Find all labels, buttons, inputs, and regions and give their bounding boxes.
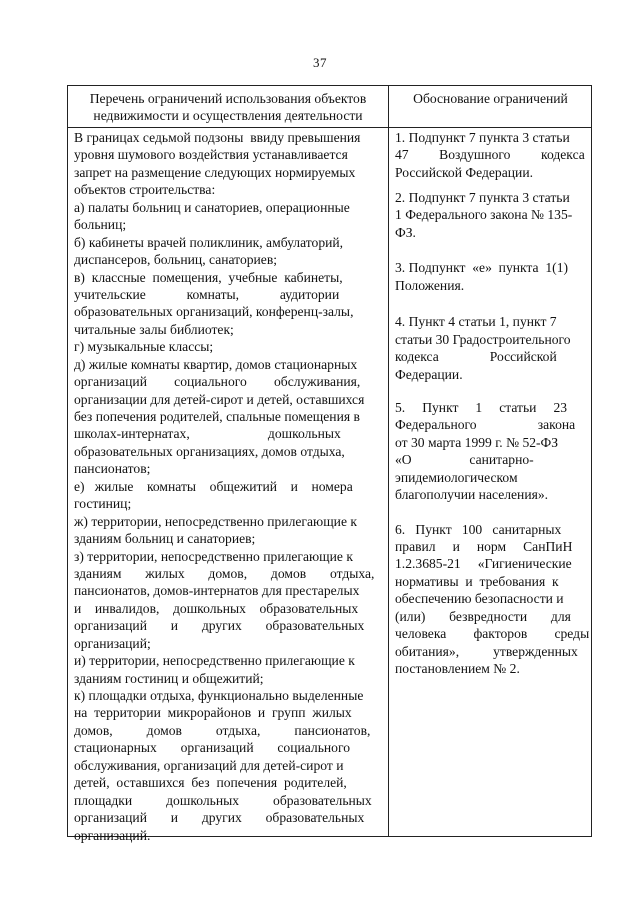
text-line: Федерального закона: [395, 417, 576, 433]
text-line: организаций;: [74, 635, 151, 651]
justification-item-6: [395, 521, 590, 678]
text-line: обслуживания, организаций для детей-сирот и: [74, 757, 344, 773]
text-line: запрет на размещение следующих нормируемых: [74, 164, 356, 180]
text-line: Федерации.: [395, 366, 463, 382]
text-line: е) жилые комнаты общежитий и номера: [74, 478, 353, 494]
column-divider: [388, 86, 389, 836]
justification-item-2: [395, 189, 586, 241]
text-line: организаций и других образовательных: [74, 810, 365, 826]
text-line: г) музыкальные классы;: [74, 339, 214, 355]
text-line: кодекса Российской: [395, 349, 557, 365]
text-line: читальные залы библиотек;: [74, 321, 234, 337]
text-line: больниц;: [74, 217, 127, 233]
text-line: 6. Пункт 100 санитарных: [395, 521, 562, 537]
text-line: уровня шумового воздействия устанавливается: [74, 147, 348, 163]
text-line: зданиям жилых домов, домов отдыха,: [74, 565, 375, 581]
text-line: без попечения родителей, спальные помещения в: [74, 409, 360, 424]
text-line: 4. Пункт 4 статьи 1, пункт 7: [395, 314, 557, 330]
text-line: гостиниц;: [74, 496, 132, 512]
text-line: «О санитарно-: [395, 452, 534, 468]
text-line: ФЗ.: [395, 224, 416, 240]
text-line: образовательных организаций, конференц-залы,: [74, 304, 354, 320]
text-line: школах-интернатах, дошкольных: [74, 426, 341, 442]
text-line: учительские комнаты, аудитории: [74, 286, 340, 302]
justification-cell: [395, 129, 590, 678]
text-line: и инвалидов, дошкольных образовательных: [74, 600, 359, 616]
text-line: 3. Подпункт «е» пункта 1(1): [395, 260, 569, 276]
text-line: б) кабинеты врачей поликлиник, амбулаторий,: [74, 234, 344, 250]
text-line: 1.2.3685-21 «Гигиенические: [395, 556, 572, 572]
text-line: правил и норм СанПиН: [395, 539, 573, 554]
text-line: объектов строительства:: [74, 182, 216, 198]
text-line: и) территории, непосредственно прилегающие к: [74, 653, 355, 669]
text-line: к) площадки отдыха, функционально выделенные: [74, 688, 364, 703]
restrictions-table: [67, 85, 592, 843]
text-line: 5. Пункт 1 статьи 23: [395, 399, 568, 415]
text-line: Положения.: [395, 277, 465, 293]
text-line: 47 Воздушного кодекса: [395, 147, 585, 163]
text-line: обеспечению безопасности и: [395, 591, 564, 607]
text-line: ж) территории, непосредственно прилегающие к: [74, 513, 357, 529]
text-line: зданиям больниц и санаториев;: [74, 531, 256, 547]
justification-item-3: [395, 259, 586, 294]
header-left-line: Перечень ограничений использования объектов: [89, 91, 367, 106]
text-line: на территории микрорайонов и групп жилых: [74, 705, 352, 721]
text-line: пансионатов;: [74, 461, 151, 477]
text-line: 1. Подпункт 7 пункта 3 статьи: [395, 130, 570, 145]
text-line: человека факторов среды: [395, 626, 590, 642]
text-line: постановлением № 2.: [395, 661, 520, 677]
text-line: стационарных организаций социального: [74, 740, 351, 756]
text-line: благополучии населения».: [395, 487, 549, 503]
text-line: пансионатов, домов-интернатов для престарелых: [74, 583, 360, 599]
text-line: нормативы и требования к: [395, 573, 559, 589]
restrictions-cell: [74, 129, 382, 844]
text-line: детей, оставшихся без попечения родителей,: [74, 775, 347, 791]
justification-item-5: [395, 399, 586, 504]
text-line: организаций.: [74, 827, 151, 843]
table-header-row: [68, 86, 591, 128]
text-line: организаций и других образовательных: [74, 618, 365, 634]
text-line: а) палаты больниц и санаториев, операционные: [74, 199, 350, 215]
text-line: организаций социального обслуживания,: [74, 374, 361, 390]
page-number: 37: [313, 55, 327, 70]
text-line: статьи 30 Градостроительного: [395, 331, 571, 347]
text-line: обитания», утвержденных: [395, 643, 578, 659]
text-line: (или) безвредности для: [395, 608, 571, 624]
text-line: в) классные помещения, учебные кабинеты,: [74, 269, 343, 285]
header-left-line: недвижимости и осуществления деятельности: [93, 108, 363, 124]
text-line: диспансеров, больниц, санаториев;: [74, 252, 278, 268]
text-line: з) территории, непосредственно прилегающие к: [74, 548, 353, 564]
text-line: Российской Федерации.: [395, 164, 533, 180]
text-line: домов, домов отдыха, пансионатов,: [74, 722, 371, 738]
text-line: от 30 марта 1999 г. № 52-ФЗ: [395, 434, 559, 450]
text-line: зданиям гостиниц и общежитий;: [74, 670, 264, 686]
text-line: площадки дошкольных образовательных: [74, 792, 372, 808]
text-line: 1 Федерального закона № 135-: [395, 207, 573, 223]
header-justification: Обоснование ограничений: [413, 91, 568, 106]
text-line: 2. Подпункт 7 пункта 3 статьи: [395, 190, 570, 205]
text-line: эпидемиологическом: [395, 469, 518, 485]
justification-item-4: [395, 313, 586, 383]
text-line: В границах седьмой подзоны ввиду превышения: [74, 130, 361, 145]
header-restrictions-list: [74, 90, 382, 125]
text-line: организации для детей-сирот и детей, оставшихся: [74, 391, 365, 407]
text-line: д) жилые комнаты квартир, домов стационарных: [74, 356, 358, 372]
text-line: образовательных организациях, домов отдыха,: [74, 443, 345, 459]
